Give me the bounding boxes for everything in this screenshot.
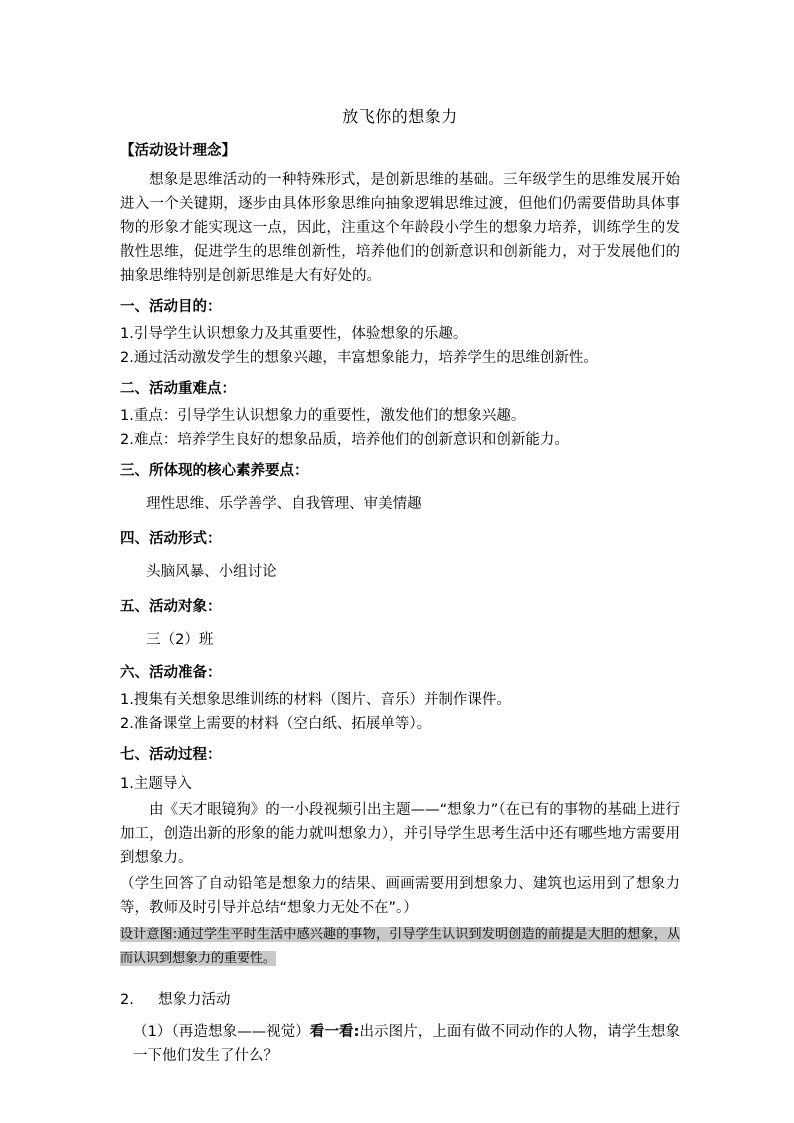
section-7-para-3 <box>120 1020 680 1068</box>
section-7-sub2-text: 想象力活动 <box>158 992 231 1008</box>
section-7-sub2 <box>120 988 680 1012</box>
section-7-para-1: 由《天才眼镜狗》的一小段视频引出主题——“想象力”（在已有的事物的基础上进行加工，创造出新的形象的能力就叫想象力），并引导学生思考生活中还有哪些地方需要用到想象力。 <box>120 802 680 866</box>
section-2-item-2: 2.难点：培养学生良好的想象品质，培养他们的创新意识和创新能力。 <box>120 432 569 448</box>
section-6-item-2: 2.准备课堂上需要的材料（空白纸、拓展单等）。 <box>120 716 432 732</box>
section-1-item-1: 1.引导学生认识想象力及其重要性，体验想象的乐趣。 <box>120 326 468 342</box>
section-7-para-2: （学生回答了自动铅笔是想象力的结果、画画需要用到想象力、建筑也运用到了想象力等，教师及时引导并总结“想象力无处不在”。） <box>120 876 680 916</box>
section-6-item-1: 1.搜集有关想象思维训练的材料（图片、音乐）并制作课件。 <box>120 692 511 708</box>
document-page <box>120 104 680 1068</box>
section-1-heading: 一、活动目的： <box>120 299 222 315</box>
section-7-heading: 七、活动过程： <box>120 747 222 763</box>
section-2-heading: 二、活动重难点： <box>120 381 236 397</box>
section-7-sub2-number: 2. <box>120 992 134 1008</box>
section-1-item-2: 2.通过活动激发学生的想象兴趣，丰富想象能力，培养学生的思维创新性。 <box>120 350 598 366</box>
section-3-heading: 三、所体现的核心素养要点： <box>120 463 309 479</box>
para-3-text: 出示图片，上面有做不同动作的人物，请学生想象一下他们发生了什么？ <box>133 1024 680 1064</box>
section-5-heading: 五、活动对象： <box>120 599 222 615</box>
section-5-body: 三（2）班 <box>146 632 214 648</box>
concept-heading: 【活动设计理念】 <box>120 143 236 159</box>
para-3-bold: 看一看: <box>309 1024 360 1040</box>
design-intent-highlight: 设计意图:通过学生平时生活中感兴趣的事物，引导学生认识到发明创造的前提是大胆的想象，从而认识到想象力的重要性。 <box>120 927 680 966</box>
section-4-heading: 四、活动形式： <box>120 531 222 547</box>
section-3-body: 理性思维、乐学善学、自我管理、审美情趣 <box>146 496 422 512</box>
section-6-heading: 六、活动准备： <box>120 665 222 681</box>
concept-body: 想象是思维活动的一种特殊形式，是创新思维的基础。三年级学生的思维发展开始进入一个关键期，逐步由具体形象思维向抽象逻辑思维过渡，但他们仍需要借助具体事物的形象才能实现这一点，因此，注重这个年龄段小学生的想象力培养，训练学生的发散性思维，促进学生的思维创新性，培养他们的创新意识和创新能力，对于发展他们的抽象思维特别是创新思维是大有好处的。 <box>120 172 680 284</box>
section-4-body: 头脑风暴、小组讨论 <box>146 564 277 580</box>
para-3-prefix: （1）（再造想象——视觉） <box>133 1024 310 1040</box>
section-7-sub1: 1.主题导入 <box>120 776 192 792</box>
section-2-item-1: 1.重点：引导学生认识想象力的重要性，激发他们的想象兴趣。 <box>120 408 526 424</box>
design-intent <box>120 922 680 970</box>
document-title: 放飞你的想象力 <box>342 107 458 126</box>
